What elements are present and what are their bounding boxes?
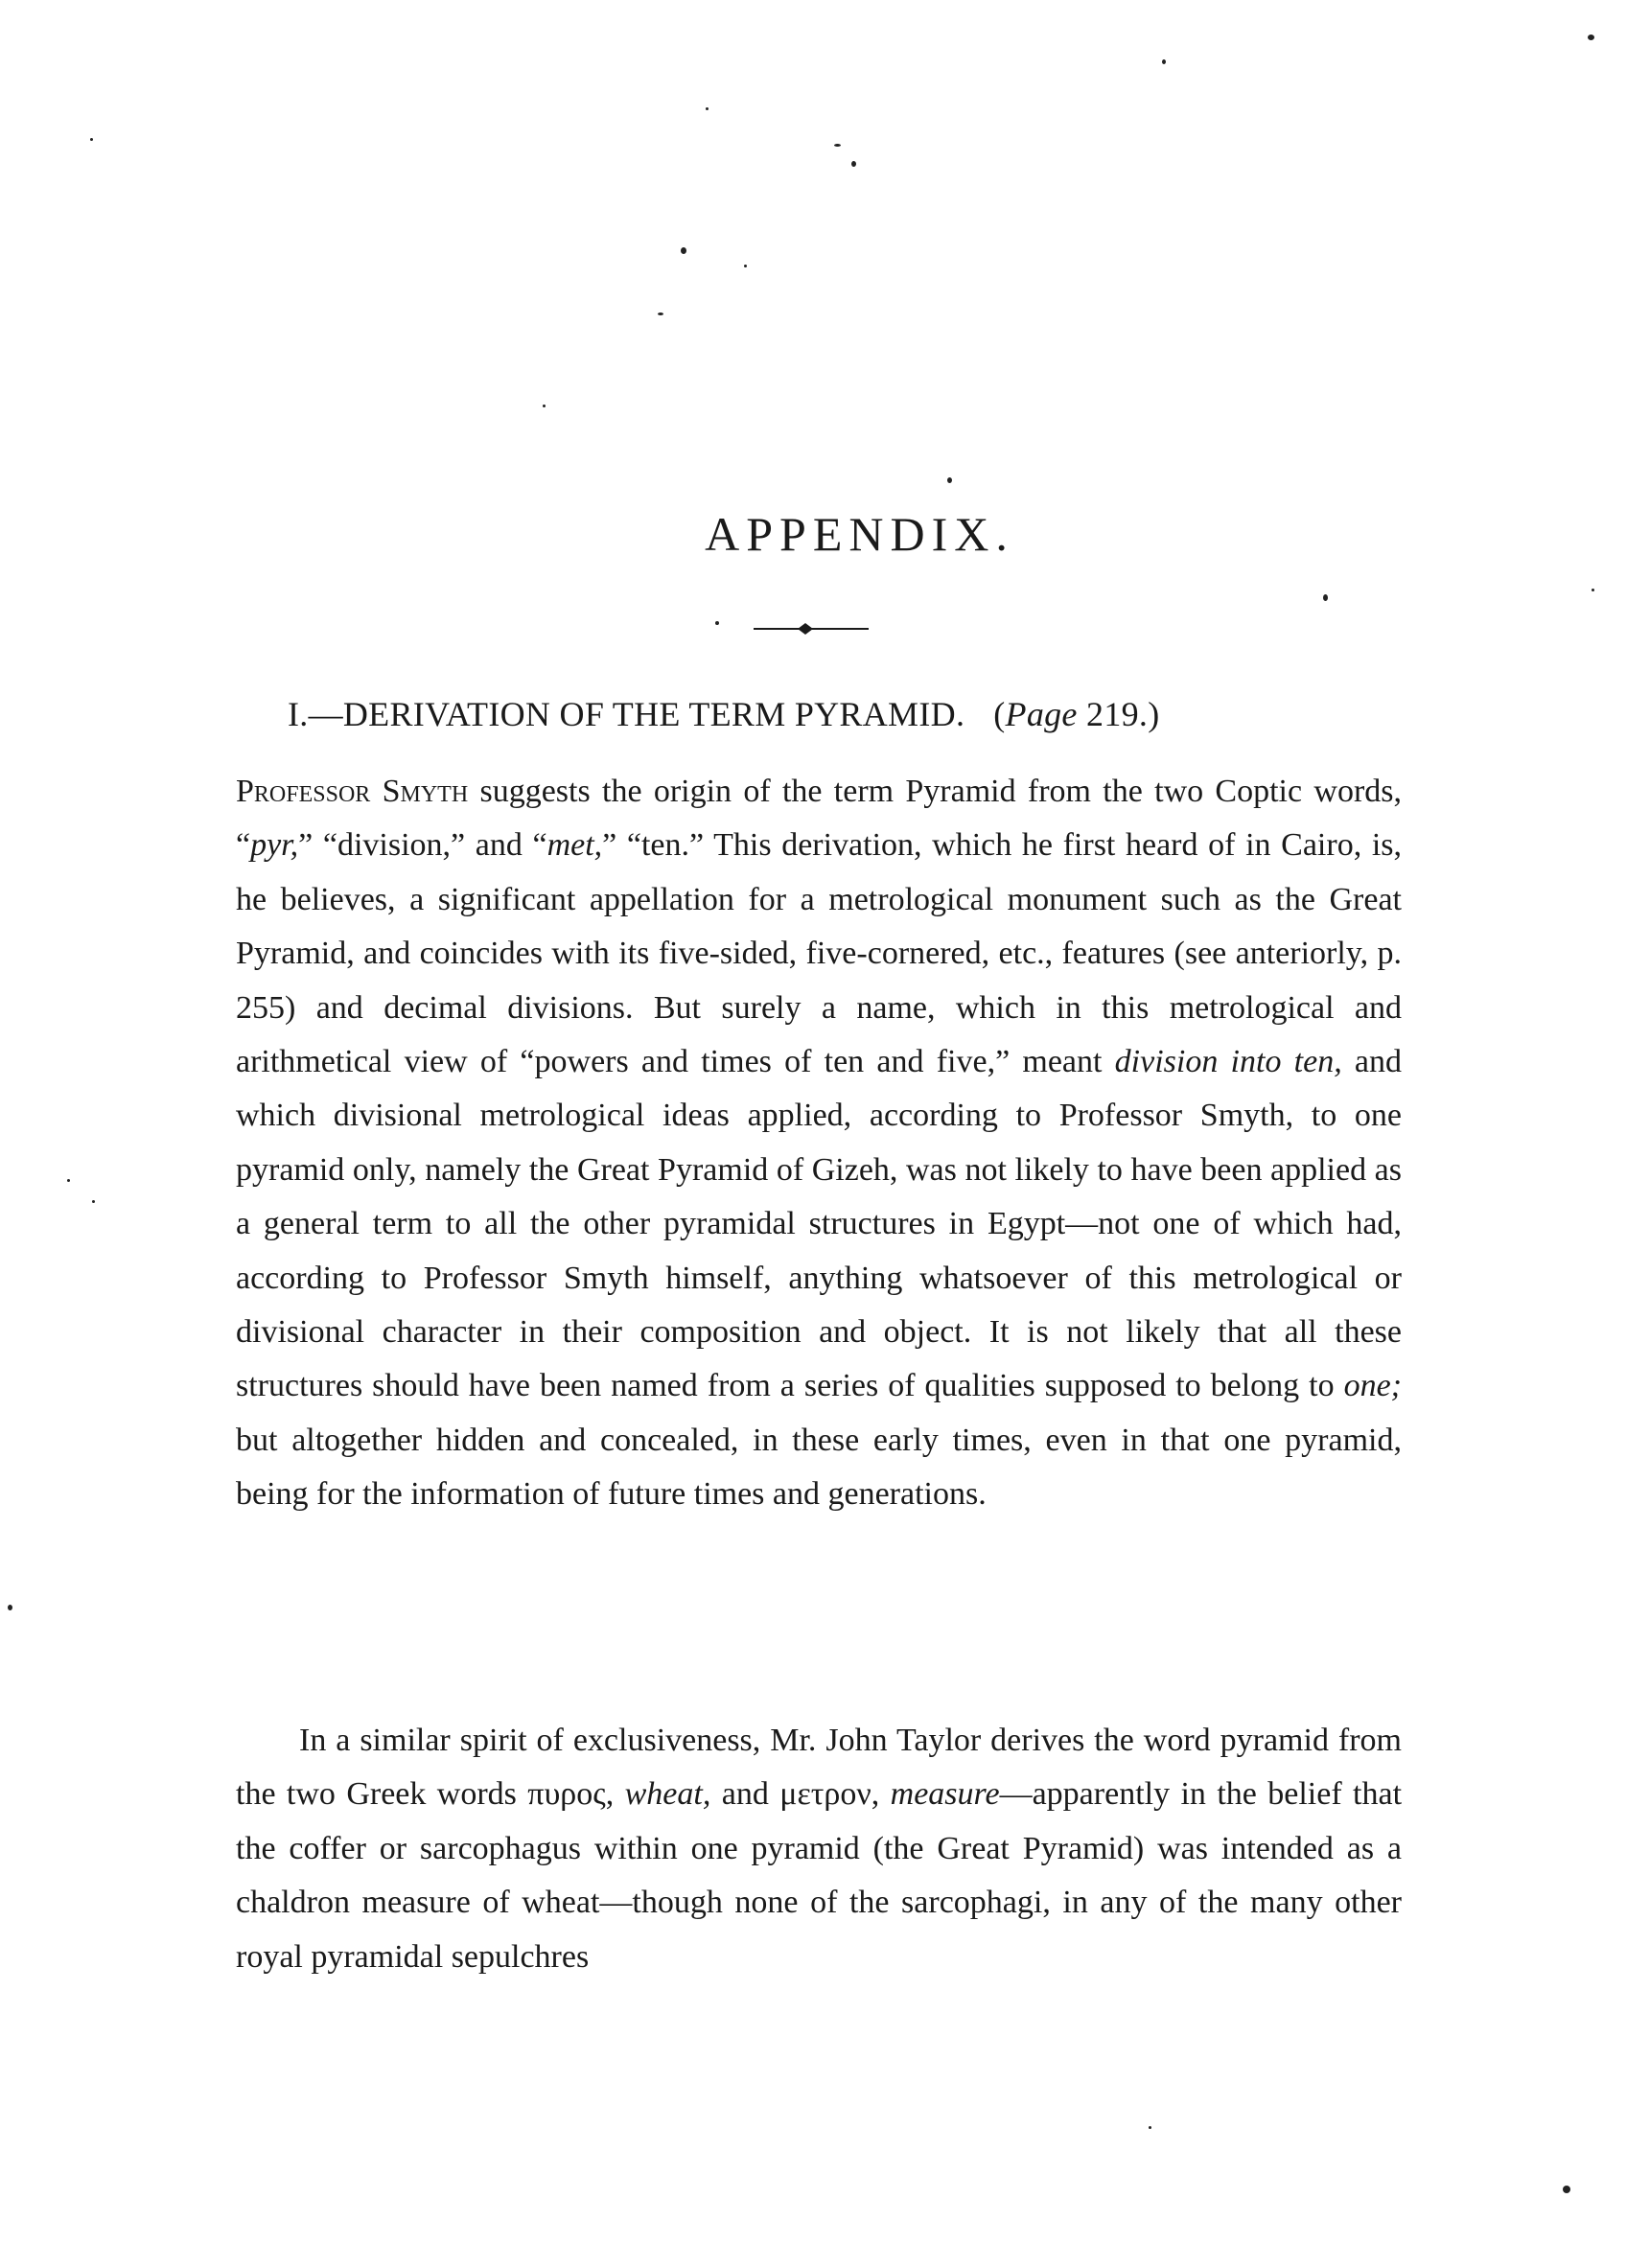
- text-run: ” “division,” and “: [298, 827, 547, 864]
- text-run: In a similar spirit of exclusiveness, Mr. John Taylor derives the word pyramid from the two Greek words: [236, 1723, 1402, 1813]
- text-run: ” “ten.” This derivation, which he first heard of in Cairo, is, he believes, a significant appellation for a metrological monument such as the Great Pyramid, and coincides with its five-sided, five-cornered, etc., features (see anteriorly, p. 255) and decimal divisions. But surely a name, which in this metrological and arithmetical view of “powers and times of ten and five,” meant: [236, 827, 1403, 1080]
- text-run: —apparently in the belief that the coffer or sarcophagus within one pyramid (the Great Pyramid) was intended as a chaldron measure of wheat—though none of the sarcophagi, in any of the many other royal pyramidal sepulchres: [236, 1776, 1403, 1975]
- ink-speck: [658, 312, 663, 315]
- text-run: suggests the origin of the term Pyramid from the two Coptic words, “: [236, 774, 1402, 864]
- section-title: I.—DERIVATION OF THE TERM PYRAMID.: [288, 695, 965, 733]
- italic-run: wheat,: [624, 1776, 711, 1813]
- ink-speck: [1592, 589, 1594, 591]
- paragraph-2: [236, 1714, 1402, 1984]
- ink-speck: [1149, 2126, 1151, 2129]
- text-run: and: [710, 1776, 780, 1813]
- ink-speck: [1563, 2186, 1570, 2193]
- italic-run: met,: [546, 827, 603, 864]
- ink-speck: [947, 477, 952, 483]
- ink-speck: [834, 144, 841, 147]
- paragraph-1: [236, 765, 1402, 1522]
- ink-speck: [543, 405, 546, 407]
- italic-run: division into ten,: [1114, 1044, 1342, 1080]
- greek-word: μετρον,: [779, 1776, 880, 1813]
- text-run: but altogether hidden and concealed, in these early times, even in that one pyramid, being for the information of future times and generations.: [236, 1422, 1402, 1513]
- ink-speck: [90, 138, 93, 141]
- page-ref-open: (: [993, 695, 1006, 733]
- page-reference: [993, 695, 1159, 733]
- italic-run: one;: [1343, 1368, 1402, 1404]
- author-name: Professor Smyth: [236, 774, 469, 809]
- ink-speck: [706, 107, 709, 110]
- rule-diamond-ornament-icon: [754, 619, 869, 638]
- ink-speck: [1588, 35, 1594, 40]
- ink-speck: [681, 247, 686, 254]
- page-ref-number: 219.: [1086, 695, 1149, 733]
- page-ref-label: Page: [1005, 695, 1078, 733]
- ink-speck: [1162, 59, 1166, 64]
- ink-speck: [8, 1605, 12, 1610]
- page-ref-close: ): [1148, 695, 1160, 733]
- text-run: and which divisional metrological ideas applied, according to Professor Smyth, to one pyramid only, namely the Great Pyramid of Gizeh, was not likely to have been applied as a general term to all the other pyramidal structures in Egypt—not one of which had, according to Professor Smyth himself, anything whatsoever of this metrological or divisional character in their composition and object. It is not likely that all these structures should have been named from a series of qualities supposed to belong to: [236, 1044, 1403, 1404]
- section-heading: [288, 694, 1438, 734]
- appendix-title: APPENDIX.: [705, 507, 1014, 561]
- ink-speck: [1323, 594, 1328, 601]
- ink-speck: [92, 1200, 95, 1203]
- ink-speck: [851, 161, 856, 167]
- italic-run: pyr,: [250, 827, 299, 864]
- ink-speck: [744, 265, 747, 267]
- ink-speck: [67, 1179, 70, 1182]
- ink-speck: [715, 621, 719, 625]
- greek-word: πυρος,: [527, 1776, 615, 1813]
- italic-run: measure: [890, 1776, 1000, 1813]
